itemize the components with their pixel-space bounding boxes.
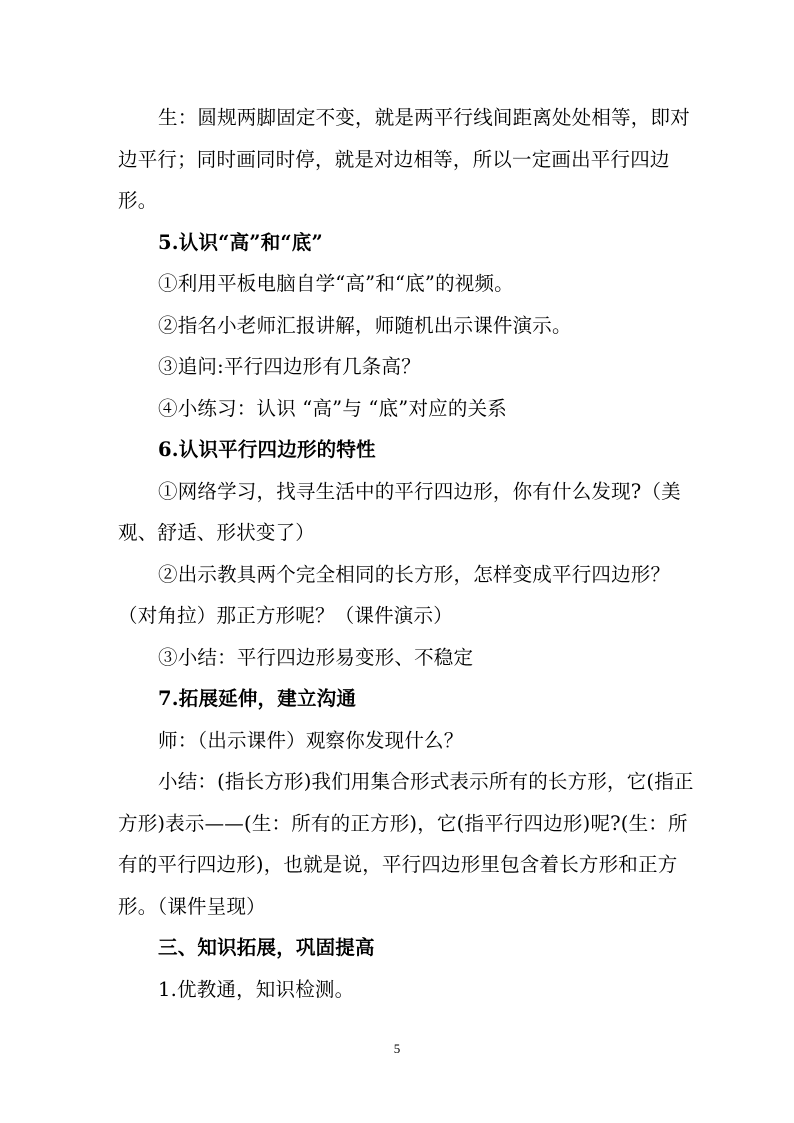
list-item: ②出示教具两个完全相同的长方形，怎样变成平行四边形？ (158, 563, 671, 586)
list-item: ③追问:平行四边形有几条高？ (158, 355, 421, 378)
section-heading: 6.认识平行四边形的特性 (158, 438, 376, 461)
paragraph-line: 生：圆规两脚固定不变，就是两平行线间距离处处相等，即对 (158, 106, 690, 129)
chapter-heading: 三、知识拓展，巩固提高 (158, 936, 375, 959)
list-item-continuation: （对角拉）那正方形呢？（课件演示） (118, 604, 453, 627)
paragraph-line: 形。（课件呈现） (118, 895, 266, 918)
paragraph-line: 小结：(指长方形)我们用集合形式表示所有的长方形，它(指正 (158, 770, 694, 793)
paragraph-line: 形。 (118, 189, 158, 212)
paragraph-line: 有的平行四边形)，也就是说，平行四边形里包含着长方形和正方 (118, 853, 678, 876)
list-item: ①网络学习，找寻生活中的平行四边形，你有什么发现?（美 (158, 480, 681, 503)
page-number: 5 (393, 1041, 401, 1056)
paragraph-line: 方形)表示——(生：所有的正方形)，它(指平行四边形)呢?(生：所 (118, 812, 688, 835)
paragraph-line: 师：（出示课件）观察你发现什么？ (158, 729, 464, 752)
paragraph-line: 边平行；同时画同时停，就是对边相等，所以一定画出平行四边 (118, 148, 670, 171)
list-item: 1.优教通，知识检测。 (158, 978, 355, 1001)
list-item-continuation: 观、舒适、形状变了） (118, 521, 316, 544)
list-item: ②指名小老师汇报讲解，师随机出示课件演示。 (158, 314, 572, 337)
section-heading: 5.认识“高”和“底” (158, 231, 323, 254)
list-item: ④小练习：认识 “高”与 “底”对应的关系 (158, 397, 507, 420)
list-item: ①利用平板电脑自学“高”和“底”的视频。 (158, 272, 514, 295)
list-item: ③小结：平行四边形易变形、不稳定 (158, 646, 474, 669)
section-heading: 7.拓展延伸，建立沟通 (158, 687, 357, 710)
